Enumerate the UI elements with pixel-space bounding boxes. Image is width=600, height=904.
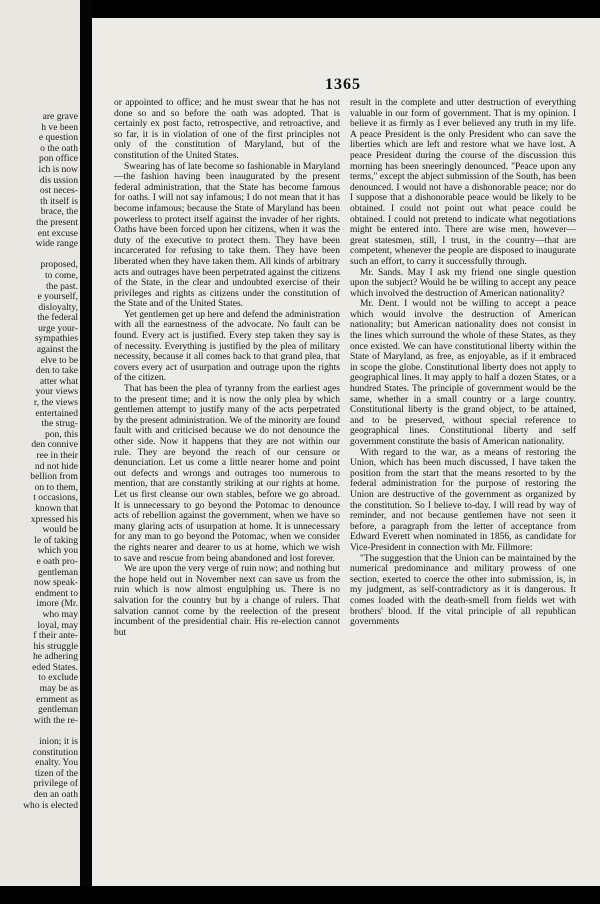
fragment-line: le of taking xyxy=(34,534,78,546)
paragraph: Swearing has of late become so fashionable in Maryland—the fashion having been inaugurated by the present federal administration, that the State has become famous for oaths. I will not say infamous; I do not mean that it has become infamous; because the State of Maryland has been powerless to protect itself against the invader of her rights. Oaths have been forced upon her citizens, when it was the duty of the executive to protect them. They have been incarcerated for refusing to take them. They have been liberated when they have taken them. All kinds of arbitrary acts and outrages have been perpetrated against the citizens of the State, in the clear and undoubted exercise of their privileges and rights as citizens under the constitution of the State and of the United States. xyxy=(114,161,340,310)
fragment-line: wide range xyxy=(35,238,78,250)
fragment-line: den connive xyxy=(31,439,78,451)
fragment-line: r, the views xyxy=(33,397,78,409)
speaker-paragraph: Mr. Dent. I would not be willing to accept a peace which would involve the destruction of American nationality; but American nationality does not consist in the lines which surround the whole of these States, as they once existed. We can have constitutional liberty within the State of Maryland, as free, as enjoyable, as if it embraced in scope the globe. Constitutional liberty does not apply to geographical lines. It may apply to half a dozen States, or a hundred States. The principle of government would be the same, whether in a small country or a large country. Constitutional liberty is the grand object, to be attained, and to be preserved, without special reference to geographical lines. Constitutional liberty and self government constitute the basis of American nationality. xyxy=(350,299,576,447)
fragment-line: th itself is xyxy=(40,195,78,207)
page-gutter xyxy=(80,0,92,904)
fragment-line: privilege of xyxy=(33,778,78,790)
adjacent-page-text xyxy=(0,112,80,811)
paragraph: That has been the plea of tyranny from the earliest ages to the present time; and it is now the only plea by which gentlemen attempt to justify many of the acts perpetrated by the present administration. We of the minority are found fault with and criticised because we do not denounce the other side. Now it happens that they are not within our rule. They are beyond the reach of our censure or denunciation. Let us come a little nearer home and point out defects and wrongs and outrages too numerous to mention, that are constantly striking at our rights at home. Let us first cleanse our own stables, before we go abroad. It is unnecessary to go beyond the Potomac to denounce acts of rebellion against the government, when we have so many glaring acts of usurpation at home. It is unnecessary for any man to go beyond the Potomac, when we consider the rights nearer and dearer to us at home, which we wish to save and rescue from being abandoned and lost forever. xyxy=(114,384,340,564)
fragment-line: disloyalty, xyxy=(38,301,78,313)
adjacent-page-fragment xyxy=(0,0,80,904)
fragment-line: ich is now xyxy=(38,163,78,175)
fragment-line: sympathies xyxy=(34,333,78,345)
quotation-paragraph: "The suggestion that the Union can be maintained by the numerical predominance and military prowess of one section, exerted to coerce the other into submission, is, in my judgment, as self-contradictory as it is dangerous. It comes loaded with the death-smell from fields wet with brothers' blood. If the vital principle of all republican governments xyxy=(350,553,576,628)
fragment-line: imore (Mr. xyxy=(36,598,78,610)
fragment-line: he adhering xyxy=(32,651,78,663)
speaker-paragraph: Mr. Sands. May I ask my friend one single question upon the subject? Would he be willing to accept any peace which involved the destruction of American nationality? xyxy=(350,267,576,299)
fragment-line: inion; it is xyxy=(39,736,78,748)
fragment-line: ree in their xyxy=(36,450,78,461)
fragment-line: elve to be xyxy=(40,354,78,366)
fragment-line: with the re- xyxy=(33,714,78,726)
paragraph: We are upon the very verge of ruin now; and nothing but the hope held out in November next can save us from the ruin which is now almost engulphing us. There is no salvation for the country but by a change of rulers. That salvation cannot come by the reelection of the present incumbent of the presidential chair. His re-election cannot but xyxy=(114,564,340,638)
fragment-line: against the xyxy=(36,344,78,356)
fragment-line: nd not hide xyxy=(34,460,78,472)
fragment-line: who may xyxy=(42,608,78,620)
fragment-line: urge your- xyxy=(38,322,78,334)
paragraph: or appointed to office; and he must swear that he has not done so and so before the oath was adopted. That is certainly ex post facto, retrospective, and retroactive, and so far, it is in violation of one of the first principles not only of the constitution of Maryland, but of the constitution of the United States. xyxy=(114,98,340,161)
fragment-line: e yourself, xyxy=(37,291,78,303)
fragment-line: den an oath xyxy=(33,789,78,800)
paragraph: result in the complete and utter destruction of everything valuable in our form of government. That is my opinion. I believe it as firmly as I ever believed any truth in my life. A peace President is the only President who can save the liberties which are left and restore what we have lost. A peace President during the course of the discussion this morning has been sneeringly denounced. "Peace upon any terms," except the abject submission of the South, has been denounced. I would not have a dishonorable peace; nor do I suppose that a dishonorable peace would be likely to be obtained. I could not point out what peace could be obtained. I could not pretend to indicate what negotiations might be entered into. There are wise men, however—great statesmen, still, I trust, in the country—that are competent, whenever the people are disposed to inaugurate such an effort, to carry it successfully through. xyxy=(350,98,576,267)
fragment-line: the past. xyxy=(46,280,78,292)
fragment-line: to exclude xyxy=(38,672,78,684)
fragment-line: gentleman xyxy=(38,704,78,716)
fragment-line: the present xyxy=(36,216,78,228)
fragment-line: e question xyxy=(38,132,78,144)
fragment-line: to come, xyxy=(44,269,78,281)
fragment-line: atter what xyxy=(39,375,78,387)
fragment-line: on to them, xyxy=(34,481,78,493)
fragment-line: his struggle xyxy=(33,640,78,652)
fragment-line: o the oath xyxy=(40,142,78,154)
text-column-right xyxy=(350,98,576,628)
fragment-line: xpressed his xyxy=(30,513,78,525)
fragment-line: constitution xyxy=(32,746,78,758)
fragment-line: ost neces- xyxy=(39,185,78,197)
fragment-line: proposed, xyxy=(40,259,78,271)
fragment-line: pon, this xyxy=(44,428,78,440)
text-column-left xyxy=(114,98,340,638)
fragment-line: f their ante- xyxy=(33,630,78,642)
fragment-line: would be xyxy=(42,524,78,536)
fragment-line: ernment as xyxy=(36,693,78,705)
fragment-line: enalty. You xyxy=(35,757,78,769)
fragment-line: the strug- xyxy=(41,418,78,430)
fragment-line: endment to xyxy=(35,587,78,599)
paragraph: Yet gentlemen get up here and defend the administration with all the earnestness of the advocate. No fault can be found. Every act is justified. Every step taken they say is of necessity. Everything is justified by the plea of military necessity, because it all comes back to that grand plea, that covers every act of usurpation and outrage upon the rights of the citizen. xyxy=(114,309,340,384)
fragment-line: ent excuse xyxy=(37,227,78,239)
document-page xyxy=(92,18,600,886)
fragment-line: den to take xyxy=(35,365,78,377)
fragment-line: t occasions, xyxy=(33,492,78,504)
fragment-line: which you xyxy=(37,545,78,557)
fragment-line: your views xyxy=(35,386,78,398)
scan-border-bottom xyxy=(0,886,600,904)
fragment-line: pon office xyxy=(39,153,78,165)
fragment-line: who is elected xyxy=(23,799,78,811)
fragment-line: dis ussion xyxy=(39,174,78,186)
fragment-line: e oath pro- xyxy=(36,555,78,567)
fragment-line: now speak- xyxy=(34,577,78,589)
fragment-line: eded States. xyxy=(32,661,78,673)
fragment-line: known that xyxy=(35,502,78,514)
paragraph: With regard to the war, as a means of restoring the Union, which has been much discussed, I have taken the position from the start that the means resorted to by the federal administration for the purpose of restoring the Union are destructive of the government as organized by the constitution. So I believe to-day. I will read by way of reminder, and not because gentlemen have not seen it before, a paragraph from the letter of acceptance from Edward Everett when nominated in 1856, as candidate for Vice-President in connection with Mr. Fillmore: xyxy=(350,447,576,553)
fragment-line: bellion from xyxy=(30,471,78,483)
page-number: 1365 xyxy=(325,76,361,93)
fragment-line: h ve been xyxy=(41,121,78,133)
fragment-line: may be as xyxy=(39,683,78,695)
fragment-line: tizen of the xyxy=(34,767,78,779)
fragment-line: brace, the xyxy=(40,206,78,218)
fragment-line: entertained xyxy=(35,407,78,419)
fragment-line: gentleman xyxy=(38,566,78,578)
fragment-line: loyal, may xyxy=(37,619,78,631)
fragment-line: the federal xyxy=(37,312,78,324)
fragment-line: are grave xyxy=(42,111,78,122)
